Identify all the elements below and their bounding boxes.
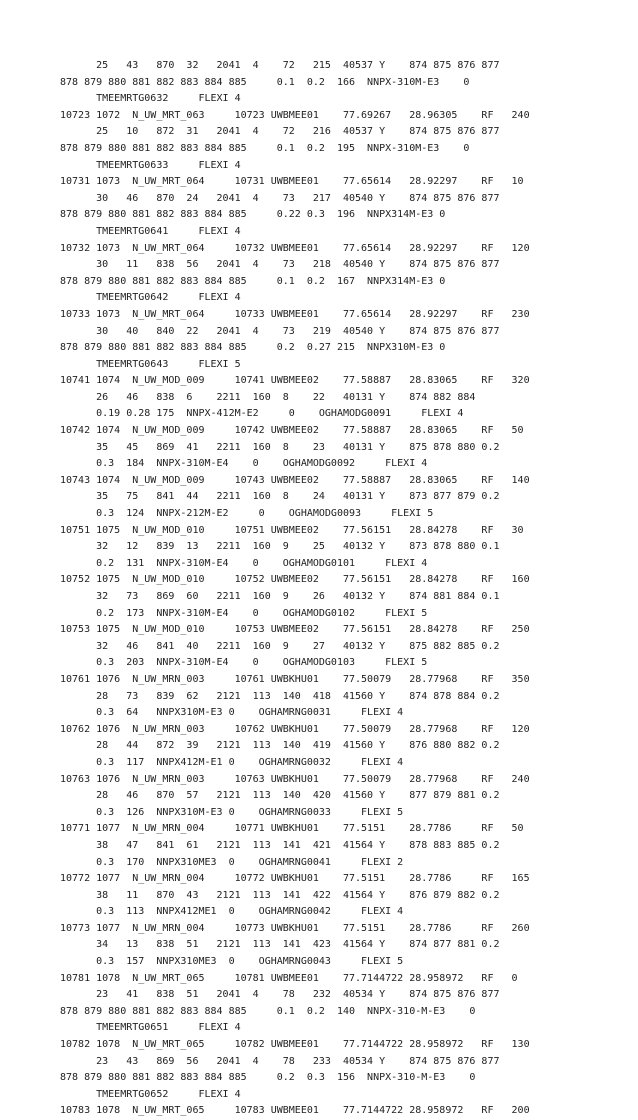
document-line: 10781 1078 N_UW_MRT_065 10781 UWBMEE01 77.7144722 28.958972 RF 0 [60, 972, 518, 984]
document-line: 10742 1074 N_UW_MOD_009 10742 UWBMEE02 77.58887 28.83065 RF 50 [60, 425, 524, 437]
document-line: 23 41 838 51 2041 4 78 232 40534 Y 874 875 876 877 [60, 989, 500, 1001]
document-line: TMEEMRTG0632 FLEXI 4 [60, 93, 241, 105]
document-line: 878 879 880 881 882 883 884 885 0.1 0.2 140 NNPX-310-M-E3 0 [60, 1005, 476, 1017]
document-line: 32 73 869 60 2211 160 9 26 40132 Y 874 881 884 0.1 [60, 591, 500, 602]
document-line: 25 43 870 32 2041 4 72 215 40537 Y 874 875 876 877 [60, 60, 500, 71]
document-line: TMEEMRTG0652 FLEXI 4 [60, 1088, 241, 1100]
document-line: 878 879 880 881 882 883 884 885 0.1 0.2 167 NNPX314M-E3 0 [60, 275, 446, 287]
document-line: 0.19 0.28 175 NNPX-412M-E2 0 OGHAMODG0091 FLEXI 4 [60, 408, 464, 420]
document-line: 10731 1073 N_UW_MRT_064 10731 UWBMEE01 77.65614 28.92297 RF 10 [60, 176, 524, 188]
document-line: 10773 1077 N_UW_MRN_004 10773 UWBKHU01 77.5151 28.7786 RF 260 [60, 922, 530, 934]
document-line: 10723 1072 N_UW_MRT_063 10723 UWBMEE01 77.69267 28.96305 RF 240 [60, 109, 530, 121]
document-line: TMEEMRTG0643 FLEXI 5 [60, 358, 241, 370]
document-line: 35 75 841 44 2211 160 8 24 40131 Y 873 877 879 0.2 [60, 491, 500, 503]
document-line: 28 73 839 62 2121 113 140 418 41560 Y 874 878 884 0.2 [60, 690, 500, 702]
document-line: 10761 1076 N_UW_MRN_003 10761 UWBKHU01 77.50079 28.77968 RF 350 [60, 673, 530, 685]
document-line: 23 43 869 56 2041 4 78 233 40534 Y 874 875 876 877 [60, 1055, 500, 1067]
document-line: 38 47 841 61 2121 113 141 421 41564 Y 878 883 885 0.2 [60, 839, 500, 851]
document-line: 25 10 872 31 2041 4 72 216 40537 Y 874 875 876 877 [60, 126, 500, 138]
document-line: 32 46 841 40 2211 160 9 27 40132 Y 875 882 885 0.2 [60, 640, 500, 652]
document-line: TMEEMRTG0641 FLEXI 4 [60, 225, 241, 237]
document-line: 0.3 126 NNPX310M-E3 0 OGHAMRNG0033 FLEXI 5 [60, 806, 404, 818]
document-line: 10732 1073 N_UW_MRT_064 10732 UWBMEE01 77.65614 28.92297 RF 120 [60, 242, 530, 254]
document-line: 34 13 838 51 2121 113 141 423 41564 Y 874 877 881 0.2 [60, 939, 500, 951]
document-body [60, 58, 580, 1120]
document-line: 0.3 64 NNPX310M-E3 0 OGHAMRNG0031 FLEXI 4 [60, 707, 404, 719]
document-line: TMEEMRTG0633 FLEXI 4 [60, 159, 241, 171]
document-line: TMEEMRTG0651 FLEXI 4 [60, 1022, 241, 1034]
document-line: 0.3 170 NNPX310ME3 0 OGHAMRNG0041 FLEXI 2 [60, 856, 404, 868]
document-line: 10743 1074 N_UW_MOD_009 10743 UWBMEE02 77.58887 28.83065 RF 140 [60, 474, 530, 486]
document-line: 10782 1078 N_UW_MRT_065 10782 UWBMEE01 77.7144722 28.958972 RF 130 [60, 1039, 530, 1051]
document-line: 10783 1078 N_UW_MRT_065 10783 UWBMEE01 77.7144722 28.958972 RF 200 [60, 1105, 530, 1117]
document-line: 38 11 870 43 2121 113 141 422 41564 Y 876 879 882 0.2 [60, 889, 500, 901]
document-line: 30 40 840 22 2041 4 73 219 40540 Y 874 875 876 877 [60, 325, 500, 337]
document-line: 0.3 203 NNPX-310M-E4 0 OGHAMODG0103 FLEXI 5 [60, 657, 428, 669]
document-line: 28 44 872 39 2121 113 140 419 41560 Y 876 880 882 0.2 [60, 740, 500, 752]
document-line: 0.3 117 NNPX412M-E1 0 OGHAMRNG0032 FLEXI 4 [60, 756, 404, 768]
document-line: 30 46 870 24 2041 4 73 217 40540 Y 874 875 876 877 [60, 192, 500, 204]
document-line: TMEEMRTG0642 FLEXI 4 [60, 292, 241, 304]
document-line: 10772 1077 N_UW_MRN_004 10772 UWBKHU01 77.5151 28.7786 RF 165 [60, 873, 530, 885]
document-line: 32 12 839 13 2211 160 9 25 40132 Y 873 878 880 0.1 [60, 541, 500, 553]
document-line: 878 879 880 881 882 883 884 885 0.22 0.3 196 NNPX314M-E3 0 [60, 209, 446, 221]
document-line: 878 879 880 881 882 883 884 885 0.2 0.3 156 NNPX-310-M-E3 0 [60, 1072, 476, 1084]
document-line: 0.3 157 NNPX310ME3 0 OGHAMRNG0043 FLEXI 5 [60, 956, 404, 968]
document-line: 878 879 880 881 882 883 884 885 0.1 0.2 166 NNPX-310M-E3 0 [60, 76, 470, 88]
document-line: 10762 1076 N_UW_MRN_003 10762 UWBKHU01 77.50079 28.77968 RF 120 [60, 723, 530, 735]
document-line: 878 879 880 881 882 883 884 885 0.2 0.27 215 NNPX310M-E3 0 [60, 342, 446, 354]
document-line: 0.3 113 NNPX412ME1 0 OGHAMRNG0042 FLEXI 4 [60, 906, 404, 918]
document-line: 10771 1077 N_UW_MRN_004 10771 UWBKHU01 77.5151 28.7786 RF 50 [60, 823, 524, 835]
document-line: 35 45 869 41 2211 160 8 23 40131 Y 875 878 880 0.2 [60, 441, 500, 453]
document-line: 30 11 838 56 2041 4 73 218 40540 Y 874 875 876 877 [60, 259, 500, 271]
document-line: 10733 1073 N_UW_MRT_064 10733 UWBMEE01 77.65614 28.92297 RF 230 [60, 308, 530, 320]
document-line: 10753 1075 N_UW_MOD_010 10753 UWBMEE02 77.56151 28.84278 RF 250 [60, 624, 530, 636]
document-line: 28 46 870 57 2121 113 140 420 41560 Y 877 879 881 0.2 [60, 790, 500, 802]
document-line: 0.2 131 NNPX-310M-E4 0 OGHAMODG0101 FLEXI 4 [60, 557, 428, 569]
document-line: 10751 1075 N_UW_MOD_010 10751 UWBMEE02 77.56151 28.84278 RF 30 [60, 524, 524, 536]
document-line: 0.3 124 NNPX-212M-E2 0 OGHAMODG0093 FLEXI 5 [60, 508, 434, 520]
document-line: 10763 1076 N_UW_MRN_003 10763 UWBKHU01 77.50079 28.77968 RF 240 [60, 773, 530, 785]
document-line: 0.3 184 NNPX-310M-E4 0 OGHAMODG0092 FLEXI 4 [60, 458, 428, 470]
document-line: 10752 1075 N_UW_MOD_010 10752 UWBMEE02 77.56151 28.84278 RF 160 [60, 574, 530, 586]
document-line: 0.2 173 NNPX-310M-E4 0 OGHAMODG0102 FLEXI 5 [60, 607, 428, 619]
document-line: 26 46 838 6 2211 160 8 22 40131 Y 874 882 884 [60, 391, 476, 403]
document-line: 878 879 880 881 882 883 884 885 0.1 0.2 195 NNPX-310M-E3 0 [60, 142, 470, 154]
document-line: 10741 1074 N_UW_MOD_009 10741 UWBMEE02 77.58887 28.83065 RF 320 [60, 375, 530, 387]
